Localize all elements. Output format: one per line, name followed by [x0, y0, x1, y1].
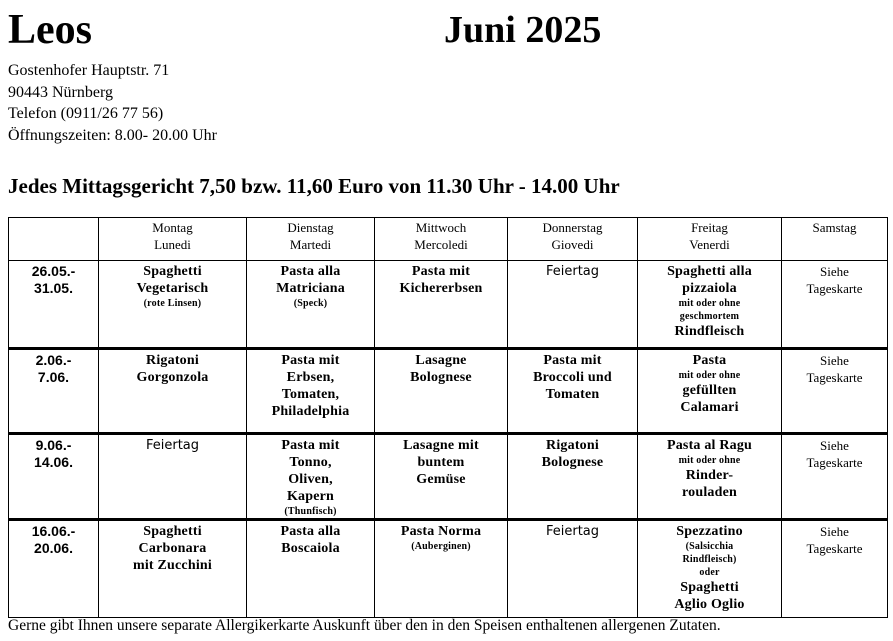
dish-name: Tomaten: [545, 387, 600, 402]
menu-cell-tuesday: [247, 261, 375, 349]
dish-name: Aglio Oglio: [674, 597, 745, 612]
daily-menu-note: Siehe: [820, 264, 849, 279]
dish-name: Spaghetti: [143, 524, 202, 539]
menu-cell-saturday: [782, 349, 888, 434]
dish-name: Gorgonzola: [136, 370, 209, 385]
weekly-menu-table: [8, 217, 888, 618]
week-date-range: [9, 434, 99, 520]
dish-name: Pasta mit: [543, 353, 602, 368]
week-range-line: 20.06.: [34, 540, 73, 556]
menu-cell-thursday: [508, 520, 638, 618]
day-header-tuesday: Dienstag Martedi: [247, 218, 375, 261]
menu-cell-monday: [99, 520, 247, 618]
week-column-header: [9, 218, 99, 261]
daily-menu-note: Siehe: [820, 438, 849, 453]
menu-cell-saturday: [782, 261, 888, 349]
daily-menu-note: Tageskarte: [806, 541, 863, 556]
dish-name: Pasta alla: [280, 264, 341, 279]
menu-cell-wednesday: [375, 349, 508, 434]
dish-name: Rigatoni: [546, 438, 599, 453]
dish-note: (Speck): [293, 298, 328, 309]
menu-cell-saturday: [782, 434, 888, 520]
dish-name: Bolognese: [410, 370, 472, 385]
dish-name: Carbonara: [138, 541, 207, 556]
restaurant-name: Leos: [8, 7, 92, 53]
street-address: Gostenhofer Hauptstr. 71: [8, 62, 170, 79]
dish-name: Kapern: [286, 489, 335, 504]
dish-name: Philadelphia: [271, 404, 350, 419]
week-date-range: [9, 520, 99, 618]
week-date-range: [9, 261, 99, 349]
opening-hours: Öffnungszeiten: 8.00- 20.00 Uhr: [8, 126, 217, 144]
menu-cell-saturday: [782, 520, 888, 618]
week-range-line: 31.05.: [34, 280, 73, 296]
week-range-line: 16.06.-: [31, 523, 76, 539]
dish-note: mit oder ohne: [678, 455, 741, 466]
dish-note: geschmortem: [679, 311, 740, 322]
dish-name: Vegetarisch: [136, 281, 209, 296]
daily-menu-note: Tageskarte: [806, 281, 863, 296]
menu-cell-friday: [638, 434, 782, 520]
dish-name: Boscaiola: [281, 541, 340, 556]
week-range-line: 7.06.: [37, 369, 70, 385]
daily-menu-note: Siehe: [820, 524, 849, 539]
day-header-wednesday: Mittwoch Mercoledi: [375, 218, 508, 261]
day-header-thursday: Donnerstag Giovedi: [508, 218, 638, 261]
menu-cell-tuesday: [247, 520, 375, 618]
menu-cell-friday: [638, 349, 782, 434]
dish-name: Pasta alla: [280, 524, 341, 539]
week-row: [9, 520, 888, 618]
dish-name: gefüllten: [682, 383, 737, 398]
menu-cell-wednesday: [375, 434, 508, 520]
dish-name: Lasagne mit: [403, 438, 479, 453]
lunch-price-headline: Jedes Mittagsgericht 7,50 bzw. 11,60 Euro von 11.30 Uhr - 14.00 Uhr: [8, 174, 620, 198]
week-row: [9, 261, 888, 349]
dish-name: Oliven,: [288, 472, 333, 487]
dish-name: Gemüse: [416, 472, 466, 487]
day-header-friday: Freitag Venerdi: [638, 218, 782, 261]
dish-name: Spaghetti alla: [667, 264, 752, 279]
week-range-line: 9.06.-: [35, 437, 72, 453]
dish-name: rouladen: [681, 485, 738, 500]
menu-cell-tuesday: [247, 349, 375, 434]
menu-cell-monday: [99, 349, 247, 434]
dish-name: Matriciana: [276, 281, 345, 296]
dish-note: mit oder ohne: [678, 298, 741, 309]
dish-note: (Auberginen): [411, 541, 471, 552]
menu-cell-thursday: [508, 434, 638, 520]
dish-name: Pasta al Ragu: [666, 438, 753, 453]
dish-name: Pasta mit: [281, 438, 340, 453]
menu-cell-friday: [638, 520, 782, 618]
dish-note: (Salsicchia: [685, 541, 734, 552]
allergen-notice: Gerne gibt Ihnen unsere separate Allergikerkarte Auskunft über den in den Speisen enthaltenen allergenen Zutaten.: [8, 617, 721, 634]
dish-name: Spaghetti: [680, 580, 739, 595]
dish-name: Spaghetti: [143, 264, 202, 279]
dish-name: Erbsen,: [286, 370, 335, 385]
dish-name: pizzaiola: [682, 281, 737, 296]
day-header-saturday: Samstag: [782, 218, 888, 261]
dish-name: Rindfleisch: [674, 324, 745, 339]
week-range-line: 2.06.-: [35, 352, 72, 368]
dish-note: (rote Linsen): [143, 298, 202, 309]
menu-cell-tuesday: [247, 434, 375, 520]
dish-name: Pasta mit: [281, 353, 340, 368]
week-date-range: [9, 349, 99, 434]
dish-note: oder: [699, 567, 720, 578]
holiday-label: Feiertag: [145, 438, 200, 453]
dish-name: Kichererbsen: [399, 281, 483, 296]
dish-name: Rinder-: [685, 468, 734, 483]
dish-note: Rindfleisch): [682, 554, 737, 565]
postal-city: 90443 Nürnberg: [8, 83, 114, 101]
dish-name: Bolognese: [541, 455, 604, 470]
phone-number: Telefon (0911/26 77 56): [8, 105, 164, 122]
menu-cell-monday: [99, 261, 247, 349]
menu-cell-thursday: [508, 261, 638, 349]
dish-name: Pasta Norma: [400, 524, 482, 539]
week-range-line: 14.06.: [34, 454, 73, 470]
dish-name: Spezzatino: [676, 524, 743, 539]
menu-cell-wednesday: [375, 520, 508, 618]
holiday-label: Feiertag: [545, 264, 600, 279]
menu-cell-monday: [99, 434, 247, 520]
dish-name: Calamari: [680, 400, 739, 415]
day-header-row: [9, 218, 888, 261]
dish-name: buntem: [417, 455, 465, 470]
dish-note: mit oder ohne: [678, 370, 741, 381]
dish-name: mit Zucchini: [132, 558, 213, 573]
day-header-monday: Montag Lunedi: [99, 218, 247, 261]
daily-menu-note: Siehe: [820, 353, 849, 368]
dish-name: Lasagne: [415, 353, 467, 368]
daily-menu-note: Tageskarte: [806, 455, 863, 470]
dish-name: Pasta mit: [411, 264, 471, 279]
daily-menu-note: Tageskarte: [806, 370, 863, 385]
week-row: [9, 434, 888, 520]
week-row: [9, 349, 888, 434]
menu-month: Juni 2025: [444, 9, 602, 51]
menu-cell-wednesday: [375, 261, 508, 349]
week-range-line: 26.05.-: [31, 263, 76, 279]
dish-note: (Thunfisch): [284, 506, 337, 517]
holiday-label: Feiertag: [545, 524, 600, 539]
dish-name: Tomaten,: [281, 387, 340, 402]
menu-cell-friday: [638, 261, 782, 349]
dish-name: Tonno,: [289, 455, 332, 470]
address-block: [8, 60, 217, 146]
dish-name: Rigatoni: [146, 353, 199, 368]
menu-cell-thursday: [508, 349, 638, 434]
dish-name: Broccoli und: [533, 370, 612, 385]
dish-name: Pasta: [692, 353, 727, 368]
